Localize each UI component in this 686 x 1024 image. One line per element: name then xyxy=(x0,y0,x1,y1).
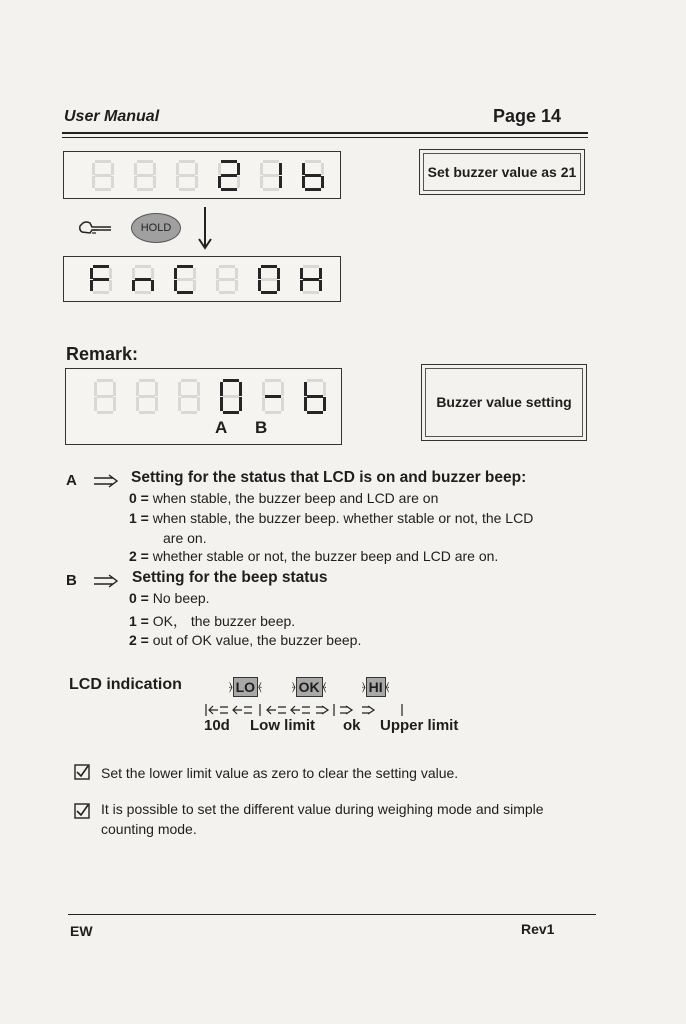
segment-b xyxy=(109,268,112,279)
segment-d xyxy=(95,188,111,191)
lcd-digit xyxy=(304,379,326,414)
segment-c xyxy=(113,397,116,411)
ray-icon: ⦒ xyxy=(292,681,296,693)
segment-g xyxy=(135,278,151,281)
ray-icon: ⦑ xyxy=(322,681,327,693)
segment-c xyxy=(237,176,240,188)
segment-a xyxy=(221,160,237,163)
footer-brand: EW xyxy=(70,923,93,939)
lcd-digit xyxy=(174,265,196,294)
segment-f xyxy=(216,268,219,279)
lcd-display-remark xyxy=(65,368,342,445)
segment-c xyxy=(155,397,158,411)
lcd-digit xyxy=(302,160,324,191)
ok-indicator-label: OK xyxy=(296,677,323,697)
segment-e xyxy=(176,176,179,188)
hi-indicator xyxy=(362,676,389,698)
segment-g xyxy=(261,278,277,281)
segment-c xyxy=(193,280,196,291)
segment-b xyxy=(321,163,324,175)
segment-f xyxy=(132,268,135,279)
lcd-digit xyxy=(92,160,114,191)
segment-e xyxy=(90,280,93,291)
label-a: A xyxy=(215,418,228,437)
ray-icon: ⦑ xyxy=(258,681,262,693)
header-rule xyxy=(62,132,588,134)
segment-e xyxy=(92,176,95,188)
segment-c xyxy=(323,397,326,411)
lcd-digit xyxy=(176,160,198,191)
segment-c xyxy=(111,176,114,188)
lcd-digit xyxy=(94,379,116,414)
segment-f xyxy=(174,268,177,279)
segment-a xyxy=(219,265,235,268)
segment-e xyxy=(134,176,137,188)
item-b-option-2: 2 = out of OK value, the buzzer beep. xyxy=(129,632,362,648)
checkbox-checked-icon xyxy=(74,764,90,780)
segment-a xyxy=(181,379,197,382)
segment-g xyxy=(181,395,197,398)
segment-g xyxy=(221,174,237,177)
segment-g xyxy=(219,278,235,281)
segment-a xyxy=(261,265,277,268)
segment-e xyxy=(304,397,307,411)
lo-indicator xyxy=(229,676,262,698)
segment-b xyxy=(323,382,326,396)
item-b-option-1: 1 = OK， the buzzer beep. xyxy=(129,613,296,629)
segment-c xyxy=(319,280,322,291)
segment-a xyxy=(139,379,155,382)
lcd-display-result xyxy=(63,256,341,302)
segment-a xyxy=(307,379,323,382)
segment-d xyxy=(179,188,195,191)
segment-f xyxy=(258,268,261,279)
segment-a xyxy=(303,265,319,268)
arrow-down-icon xyxy=(196,206,214,250)
segment-f xyxy=(178,382,181,396)
lcd-digit xyxy=(216,265,238,294)
segment-a xyxy=(179,160,195,163)
segment-c xyxy=(279,176,282,188)
pointing-hand-icon xyxy=(78,218,112,238)
segment-e xyxy=(94,397,97,411)
segment-c xyxy=(195,176,198,188)
segment-g xyxy=(263,174,279,177)
segment-a xyxy=(265,379,281,382)
segment-d xyxy=(93,291,109,294)
segment-a xyxy=(135,265,151,268)
scale-label-ok: ok xyxy=(343,717,361,734)
segment-g xyxy=(265,395,281,398)
header-rule-thin xyxy=(62,137,588,138)
checkbox-checked-icon xyxy=(74,803,90,819)
segment-c xyxy=(235,280,238,291)
item-a-option-1-cont: are on. xyxy=(163,530,207,546)
note-different-value-line1: It is possible to set the different value during weighing mode and simple xyxy=(101,801,544,817)
segment-b xyxy=(195,163,198,175)
item-a-letter: A xyxy=(66,472,77,489)
segment-a xyxy=(97,379,113,382)
segment-g xyxy=(93,278,109,281)
segment-d xyxy=(307,411,323,414)
segment-d xyxy=(139,411,155,414)
segment-e xyxy=(132,280,135,291)
lcd-digit xyxy=(134,160,156,191)
segment-c xyxy=(151,280,154,291)
callout-buzzer-setting: Buzzer value setting xyxy=(421,364,587,441)
label-b: B xyxy=(255,418,268,437)
segment-b xyxy=(113,382,116,396)
segment-e xyxy=(220,397,223,411)
lcd-digit xyxy=(132,265,154,294)
segment-b xyxy=(279,163,282,175)
segment-g xyxy=(307,395,323,398)
segment-e xyxy=(258,280,261,291)
segment-b xyxy=(281,382,284,396)
segment-c xyxy=(153,176,156,188)
segment-f xyxy=(218,163,221,175)
item-b-heading: Setting for the beep status xyxy=(132,569,328,586)
segment-a xyxy=(223,379,239,382)
segment-a xyxy=(93,265,109,268)
segment-f xyxy=(300,268,303,279)
segment-b xyxy=(193,268,196,279)
segment-b xyxy=(111,163,114,175)
segment-b xyxy=(235,268,238,279)
item-a-option-0: 0 = when stable, the buzzer beep and LCD are on xyxy=(129,490,439,506)
item-b-option-0: 0 = No beep. xyxy=(129,590,210,606)
segment-d xyxy=(97,411,113,414)
segment-d xyxy=(223,411,239,414)
segment-g xyxy=(137,174,153,177)
footer-revision: Rev1 xyxy=(521,921,555,937)
segment-f xyxy=(136,382,139,396)
segment-d xyxy=(303,291,319,294)
segment-e xyxy=(302,176,305,188)
scale-label-upper: Upper limit xyxy=(380,717,459,734)
item-a-option-2: 2 = whether stable or not, the buzzer beep and LCD are on. xyxy=(129,548,499,564)
segment-d xyxy=(219,291,235,294)
lcd-digit xyxy=(262,379,284,414)
segment-g xyxy=(305,174,321,177)
segment-a xyxy=(305,160,321,163)
lcd-digit xyxy=(260,160,282,191)
segment-a xyxy=(177,265,193,268)
segment-d xyxy=(137,188,153,191)
lcd-digit xyxy=(178,379,200,414)
lcd-digit xyxy=(258,265,280,294)
segment-b xyxy=(277,268,280,279)
segment-b xyxy=(151,268,154,279)
ray-icon: ⦑ xyxy=(385,681,390,693)
seven-segment-digits xyxy=(64,152,339,197)
page-number: Page 14 xyxy=(493,106,562,126)
lcd-digit xyxy=(218,160,240,191)
callout-set-buzzer: Set buzzer value as 21 xyxy=(419,149,585,195)
segment-e xyxy=(174,280,177,291)
lcd-digit xyxy=(136,379,158,414)
segment-g xyxy=(303,278,319,281)
segment-a xyxy=(137,160,153,163)
segment-d xyxy=(177,291,193,294)
segment-f xyxy=(90,268,93,279)
segment-e xyxy=(300,280,303,291)
segment-c xyxy=(277,280,280,291)
segment-g xyxy=(179,174,195,177)
segment-c xyxy=(281,397,284,411)
segment-f xyxy=(220,382,223,396)
segment-d xyxy=(305,188,321,191)
segment-d xyxy=(181,411,197,414)
lcd-indication-heading: LCD indication xyxy=(69,676,182,693)
segment-f xyxy=(94,382,97,396)
item-b-letter: B xyxy=(66,572,77,589)
item-a-heading: Setting for the status that LCD is on and buzzer beep: xyxy=(131,469,527,486)
range-arrows-icon xyxy=(204,702,404,718)
scale-label-low: Low limit xyxy=(250,717,315,734)
segment-b xyxy=(197,382,200,396)
lcd-digit xyxy=(90,265,112,294)
lo-indicator-label: LO xyxy=(233,677,258,697)
segment-g xyxy=(97,395,113,398)
ray-icon: ⦒ xyxy=(229,681,233,693)
segment-e xyxy=(178,397,181,411)
lcd-display-set-value xyxy=(63,151,341,199)
segment-f xyxy=(92,163,95,175)
segment-e xyxy=(260,176,263,188)
segment-d xyxy=(135,291,151,294)
scale-label-10d: 10d xyxy=(204,717,230,734)
segment-b xyxy=(319,268,322,279)
segment-e xyxy=(136,397,139,411)
item-a-option-1: 1 = when stable, the buzzer beep. whether stable or not, the LCD xyxy=(129,510,534,526)
segment-d xyxy=(265,411,281,414)
segment-c xyxy=(109,280,112,291)
note-different-value-line2: counting mode. xyxy=(101,821,197,837)
segment-e xyxy=(218,176,221,188)
lcd-digit xyxy=(300,265,322,294)
segment-g xyxy=(223,395,239,398)
segment-d xyxy=(261,291,277,294)
ray-icon: ⦒ xyxy=(362,681,366,693)
segment-d xyxy=(263,188,279,191)
footer-rule xyxy=(68,914,596,915)
segment-f xyxy=(176,163,179,175)
segment-f xyxy=(134,163,137,175)
segment-f xyxy=(302,163,305,175)
segment-d xyxy=(221,188,237,191)
seven-segment-digits xyxy=(64,257,339,300)
double-arrow-right-icon xyxy=(93,574,119,588)
segment-b xyxy=(155,382,158,396)
note-clear-lower-limit: Set the lower limit value as zero to clear the setting value. xyxy=(101,765,459,781)
hold-button-icon: HOLD xyxy=(131,213,181,243)
segment-g xyxy=(139,395,155,398)
document-title: User Manual xyxy=(64,108,160,125)
segment-g xyxy=(95,174,111,177)
ok-indicator xyxy=(292,676,326,698)
segment-e xyxy=(262,397,265,411)
segment-c xyxy=(321,176,324,188)
segment-f xyxy=(260,163,263,175)
segment-b xyxy=(239,382,242,396)
double-arrow-right-icon xyxy=(93,474,119,488)
hi-indicator-label: HI xyxy=(366,677,386,697)
segment-b xyxy=(237,163,240,175)
segment-e xyxy=(216,280,219,291)
segment-f xyxy=(304,382,307,396)
segment-a xyxy=(95,160,111,163)
segment-f xyxy=(262,382,265,396)
segment-b xyxy=(153,163,156,175)
segment-g xyxy=(177,278,193,281)
segment-c xyxy=(197,397,200,411)
seven-segment-digits xyxy=(66,369,340,417)
segment-c xyxy=(239,397,242,411)
lcd-digit xyxy=(220,379,242,414)
remark-heading: Remark: xyxy=(66,344,139,364)
segment-a xyxy=(263,160,279,163)
